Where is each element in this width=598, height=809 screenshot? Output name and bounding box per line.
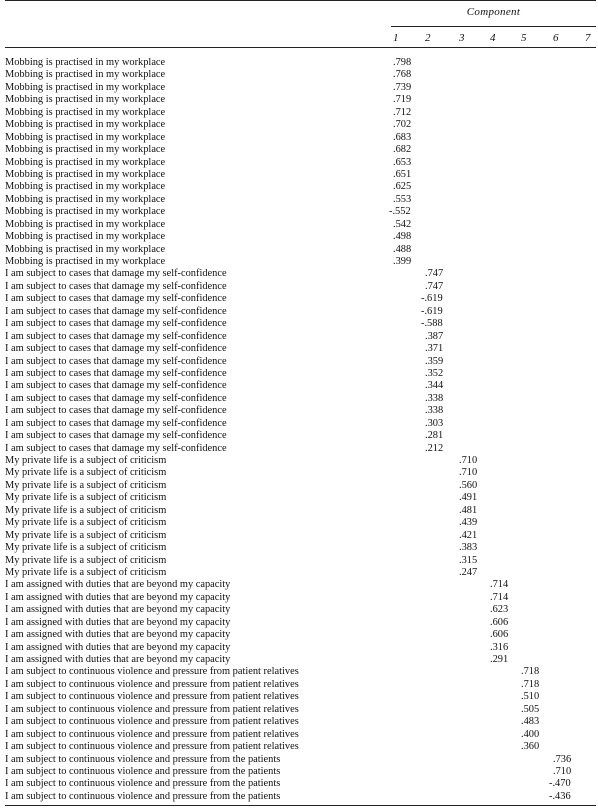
loading-value: .653 bbox=[393, 156, 412, 168]
item-label: Mobbing is practised in my workplace bbox=[5, 81, 166, 93]
table-row bbox=[5, 617, 596, 629]
item-label: Mobbing is practised in my workplace bbox=[5, 243, 166, 255]
table-row bbox=[5, 343, 596, 355]
loading-value: .736 bbox=[553, 753, 572, 765]
loading-value: .710 bbox=[553, 765, 572, 777]
item-label: Mobbing is practised in my workplace bbox=[5, 231, 166, 243]
loading-value: .702 bbox=[393, 119, 412, 131]
item-label: I am subject to cases that damage my self-confidence bbox=[5, 343, 227, 355]
loading-value: .344 bbox=[425, 380, 444, 392]
loading-value: -.436 bbox=[549, 790, 571, 802]
table-row bbox=[5, 766, 596, 778]
table-row bbox=[5, 306, 596, 318]
item-label: My private life is a subject of criticism bbox=[5, 566, 167, 578]
table-row bbox=[5, 393, 596, 405]
item-label: Mobbing is practised in my workplace bbox=[5, 119, 166, 131]
loading-value: .712 bbox=[393, 106, 412, 118]
item-label: My private life is a subject of criticism bbox=[5, 479, 167, 491]
loading-value: .488 bbox=[393, 243, 412, 255]
item-label: I am subject to cases that damage my self-confidence bbox=[5, 380, 227, 392]
item-label: I am assigned with duties that are beyond my capacity bbox=[5, 579, 231, 591]
item-label: Mobbing is practised in my workplace bbox=[5, 181, 166, 193]
item-label: Mobbing is practised in my workplace bbox=[5, 193, 166, 205]
table-row bbox=[5, 430, 596, 442]
table-row bbox=[5, 542, 596, 554]
item-label: I am subject to cases that damage my self-confidence bbox=[5, 268, 227, 280]
item-label: My private life is a subject of criticism bbox=[5, 492, 167, 504]
item-label: My private life is a subject of criticism bbox=[5, 455, 167, 466]
table-row bbox=[5, 778, 596, 790]
item-label: I am subject to cases that damage my self-confidence bbox=[5, 417, 227, 429]
item-label: I am subject to continuous violence and pressure from patient relatives bbox=[5, 678, 299, 690]
item-label: Mobbing is practised in my workplace bbox=[5, 218, 166, 230]
table-row bbox=[5, 368, 596, 380]
component-header: Component bbox=[466, 6, 521, 18]
table-row bbox=[5, 716, 596, 728]
item-label: I am subject to continuous violence and pressure from patient relatives bbox=[5, 728, 299, 740]
loading-value: .383 bbox=[459, 542, 478, 554]
loading-value: .439 bbox=[459, 517, 478, 529]
loading-value: .338 bbox=[425, 392, 444, 404]
loading-value: .281 bbox=[425, 430, 444, 442]
loading-value: .718 bbox=[521, 666, 540, 678]
loading-value: .625 bbox=[393, 181, 412, 193]
item-label: I am assigned with duties that are beyond my capacity bbox=[5, 591, 231, 603]
table-row bbox=[5, 318, 596, 330]
table-row bbox=[5, 281, 596, 293]
item-label: My private life is a subject of criticism bbox=[5, 554, 167, 566]
loading-value: -.619 bbox=[421, 305, 443, 317]
item-label: I am assigned with duties that are beyond my capacity bbox=[5, 616, 231, 628]
loading-value: .387 bbox=[425, 330, 444, 342]
item-label: I am subject to cases that damage my self-confidence bbox=[5, 355, 227, 367]
item-label: I am subject to continuous violence and pressure from patient relatives bbox=[5, 703, 299, 715]
column-header-2: 2 bbox=[425, 32, 431, 44]
loading-value: .483 bbox=[521, 716, 540, 728]
loading-value: .606 bbox=[490, 616, 509, 628]
table-row bbox=[5, 604, 596, 616]
table-row bbox=[5, 443, 596, 455]
table-row bbox=[5, 57, 596, 69]
loading-value: .247 bbox=[459, 566, 478, 578]
table-row bbox=[5, 69, 596, 81]
loading-value: .360 bbox=[521, 741, 540, 753]
table-row bbox=[5, 219, 596, 231]
loading-value: .400 bbox=[521, 728, 540, 740]
loading-value: -.588 bbox=[421, 318, 443, 330]
item-label: I am subject to continuous violence and pressure from the patients bbox=[5, 753, 281, 765]
item-label: Mobbing is practised in my workplace bbox=[5, 168, 166, 180]
loading-value: .212 bbox=[425, 442, 444, 454]
loading-value: .710 bbox=[459, 467, 478, 479]
loading-value: .399 bbox=[393, 256, 412, 267]
item-label: I am assigned with duties that are beyond my capacity bbox=[5, 604, 231, 616]
item-label: Mobbing is practised in my workplace bbox=[5, 106, 166, 118]
table-row bbox=[5, 418, 596, 430]
loading-value: .315 bbox=[459, 554, 478, 566]
table-row bbox=[5, 704, 596, 716]
loading-value: -.619 bbox=[421, 293, 443, 305]
loading-value: .542 bbox=[393, 218, 412, 230]
loading-value: .352 bbox=[425, 367, 444, 379]
item-label: I am subject to continuous violence and pressure from the patients bbox=[5, 790, 281, 802]
item-label: My private life is a subject of criticism bbox=[5, 517, 167, 529]
table-row bbox=[5, 132, 596, 144]
table-row bbox=[5, 666, 596, 678]
column-header-7: 7 bbox=[585, 32, 591, 44]
table-row bbox=[5, 181, 596, 193]
table-row bbox=[5, 256, 596, 268]
item-label: Mobbing is practised in my workplace bbox=[5, 144, 166, 156]
table-row bbox=[5, 567, 596, 579]
item-label: My private life is a subject of criticism bbox=[5, 529, 167, 541]
item-label: I am subject to continuous violence and pressure from patient relatives bbox=[5, 666, 299, 678]
loading-value: .491 bbox=[459, 492, 478, 504]
item-label: Mobbing is practised in my workplace bbox=[5, 206, 166, 218]
table-row bbox=[5, 94, 596, 106]
loading-value: .510 bbox=[521, 691, 540, 703]
column-header-3: 3 bbox=[459, 32, 465, 44]
loading-value: .768 bbox=[393, 69, 412, 81]
item-label: Mobbing is practised in my workplace bbox=[5, 156, 166, 168]
loading-value: .739 bbox=[393, 81, 412, 93]
loading-value: .714 bbox=[490, 591, 509, 603]
table-row bbox=[5, 530, 596, 542]
loading-value: -.552 bbox=[389, 206, 411, 218]
item-label: My private life is a subject of criticism bbox=[5, 467, 167, 479]
item-label: My private life is a subject of criticism bbox=[5, 504, 167, 516]
table-row bbox=[5, 380, 596, 392]
loading-value: .747 bbox=[425, 268, 444, 280]
loading-value: .623 bbox=[490, 604, 509, 616]
table-row bbox=[5, 107, 596, 119]
table-row bbox=[5, 144, 596, 156]
table-row bbox=[5, 642, 596, 654]
table-row bbox=[5, 592, 596, 604]
item-label: I am subject to cases that damage my self-confidence bbox=[5, 318, 227, 330]
table-row bbox=[5, 169, 596, 181]
loading-value: .553 bbox=[393, 193, 412, 205]
column-header-5: 5 bbox=[521, 32, 527, 44]
table-row bbox=[5, 244, 596, 256]
item-label: Mobbing is practised in my workplace bbox=[5, 57, 166, 68]
table-row bbox=[5, 679, 596, 691]
table-row bbox=[5, 119, 596, 131]
item-label: I am subject to cases that damage my self-confidence bbox=[5, 305, 227, 317]
loading-value: .718 bbox=[521, 678, 540, 690]
loading-value: .303 bbox=[425, 417, 444, 429]
table-row bbox=[5, 356, 596, 368]
top-rule bbox=[5, 0, 596, 1]
table-row bbox=[5, 629, 596, 641]
header-rule bbox=[5, 47, 596, 48]
item-label: Mobbing is practised in my workplace bbox=[5, 94, 166, 106]
table-row bbox=[5, 691, 596, 703]
table-row bbox=[5, 231, 596, 243]
loading-value: .481 bbox=[459, 504, 478, 516]
loading-value: .505 bbox=[521, 703, 540, 715]
loading-value: .560 bbox=[459, 479, 478, 491]
loading-value: .683 bbox=[393, 131, 412, 143]
table-body bbox=[5, 57, 596, 803]
item-label: My private life is a subject of criticism bbox=[5, 542, 167, 554]
item-label: I am subject to cases that damage my self-confidence bbox=[5, 442, 227, 454]
table-row bbox=[5, 517, 596, 529]
item-label: I am subject to cases that damage my self-confidence bbox=[5, 405, 227, 417]
table-row bbox=[5, 455, 596, 467]
loading-value: .316 bbox=[490, 641, 509, 653]
loading-value: .498 bbox=[393, 231, 412, 243]
item-label: I am subject to cases that damage my self-confidence bbox=[5, 367, 227, 379]
loading-value: .421 bbox=[459, 529, 478, 541]
table-row bbox=[5, 268, 596, 280]
item-label: I am subject to continuous violence and pressure from patient relatives bbox=[5, 716, 299, 728]
item-label: I am subject to cases that damage my self-confidence bbox=[5, 330, 227, 342]
column-header-4: 4 bbox=[490, 32, 496, 44]
table-row bbox=[5, 741, 596, 753]
loading-value: .359 bbox=[425, 355, 444, 367]
component-rule bbox=[391, 26, 596, 27]
table-row bbox=[5, 754, 596, 766]
loading-value: .606 bbox=[490, 629, 509, 641]
loading-value: .371 bbox=[425, 343, 444, 355]
table-row bbox=[5, 480, 596, 492]
loading-value: .291 bbox=[490, 654, 509, 665]
loading-value: .710 bbox=[459, 455, 478, 466]
table-row bbox=[5, 579, 596, 591]
table-row bbox=[5, 505, 596, 517]
table-row bbox=[5, 555, 596, 567]
item-label: Mobbing is practised in my workplace bbox=[5, 256, 166, 267]
item-label: I am subject to continuous violence and pressure from the patients bbox=[5, 778, 281, 790]
item-label: I am subject to cases that damage my self-confidence bbox=[5, 430, 227, 442]
item-label: I am subject to cases that damage my self-confidence bbox=[5, 293, 227, 305]
loading-value: -.470 bbox=[549, 778, 571, 790]
table-row bbox=[5, 492, 596, 504]
item-label: I am subject to continuous violence and pressure from the patients bbox=[5, 765, 281, 777]
item-label: I am assigned with duties that are beyond my capacity bbox=[5, 629, 231, 641]
table-row bbox=[5, 206, 596, 218]
column-header-1: 1 bbox=[393, 32, 399, 44]
item-label: I am subject to cases that damage my self-confidence bbox=[5, 280, 227, 292]
item-label: I am subject to cases that damage my self-confidence bbox=[5, 392, 227, 404]
loading-value: .682 bbox=[393, 144, 412, 156]
table-row bbox=[5, 791, 596, 803]
table-row bbox=[5, 82, 596, 94]
table-row bbox=[5, 293, 596, 305]
loading-value: .714 bbox=[490, 579, 509, 591]
loading-value: .651 bbox=[393, 168, 412, 180]
item-label: I am subject to continuous violence and pressure from patient relatives bbox=[5, 691, 299, 703]
table-row bbox=[5, 331, 596, 343]
item-label: I am assigned with duties that are beyond my capacity bbox=[5, 641, 231, 653]
table-row bbox=[5, 467, 596, 479]
loading-value: .747 bbox=[425, 280, 444, 292]
item-label: Mobbing is practised in my workplace bbox=[5, 69, 166, 81]
column-header-6: 6 bbox=[553, 32, 559, 44]
loading-value: .719 bbox=[393, 94, 412, 106]
table-row bbox=[5, 157, 596, 169]
loading-value: .338 bbox=[425, 405, 444, 417]
item-label: Mobbing is practised in my workplace bbox=[5, 131, 166, 143]
item-label: I am subject to continuous violence and pressure from patient relatives bbox=[5, 741, 299, 753]
table-row bbox=[5, 729, 596, 741]
table-row bbox=[5, 654, 596, 666]
loading-value: .798 bbox=[393, 57, 412, 68]
table-row bbox=[5, 194, 596, 206]
table-row bbox=[5, 405, 596, 417]
item-label: I am assigned with duties that are beyond my capacity bbox=[5, 654, 231, 665]
bottom-rule bbox=[5, 805, 596, 806]
